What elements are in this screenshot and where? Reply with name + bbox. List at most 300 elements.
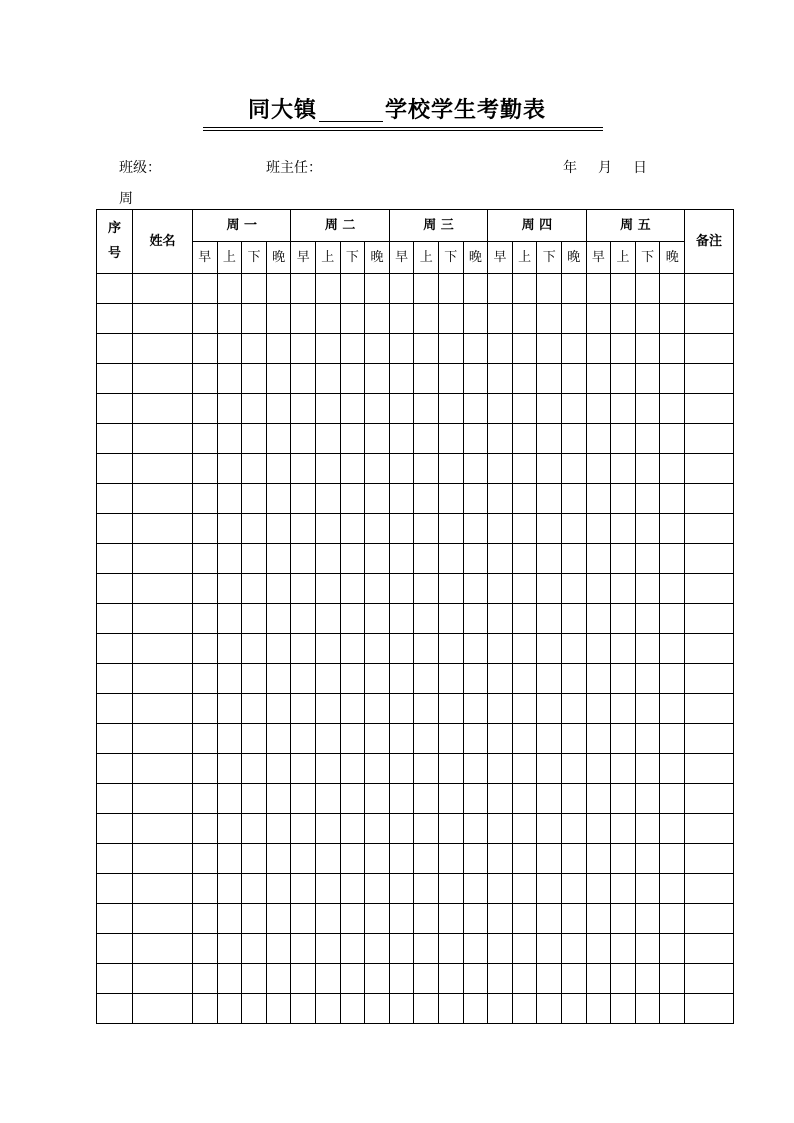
table-cell[interactable] — [562, 304, 587, 334]
table-cell[interactable] — [97, 814, 133, 844]
table-cell[interactable] — [316, 814, 341, 844]
table-cell[interactable] — [512, 484, 537, 514]
table-cell[interactable] — [133, 364, 193, 394]
table-cell[interactable] — [586, 604, 611, 634]
table-cell[interactable] — [266, 904, 291, 934]
table-cell[interactable] — [316, 364, 341, 394]
table-cell[interactable] — [586, 964, 611, 994]
table-cell[interactable] — [611, 814, 636, 844]
table-cell[interactable] — [291, 934, 316, 964]
table-cell[interactable] — [562, 634, 587, 664]
table-cell[interactable] — [193, 934, 218, 964]
table-cell[interactable] — [562, 394, 587, 424]
table-cell[interactable] — [316, 514, 341, 544]
table-cell[interactable] — [635, 514, 660, 544]
table-cell[interactable] — [389, 274, 414, 304]
table-cell[interactable] — [97, 484, 133, 514]
table-cell[interactable] — [611, 634, 636, 664]
table-cell[interactable] — [512, 964, 537, 994]
table-cell[interactable] — [266, 604, 291, 634]
table-cell[interactable] — [97, 934, 133, 964]
table-cell[interactable] — [193, 604, 218, 634]
table-cell[interactable] — [488, 364, 513, 394]
table-cell[interactable] — [97, 754, 133, 784]
table-cell[interactable] — [365, 514, 390, 544]
table-cell[interactable] — [340, 874, 365, 904]
table-cell[interactable] — [562, 484, 587, 514]
table-cell[interactable] — [439, 934, 464, 964]
table-cell[interactable] — [133, 334, 193, 364]
table-cell[interactable] — [340, 754, 365, 784]
table-cell[interactable] — [635, 274, 660, 304]
table-cell[interactable] — [439, 304, 464, 334]
table-cell[interactable] — [685, 334, 734, 364]
table-cell[interactable] — [635, 724, 660, 754]
table-cell[interactable] — [217, 394, 242, 424]
table-cell[interactable] — [685, 394, 734, 424]
table-cell[interactable] — [217, 514, 242, 544]
table-cell[interactable] — [414, 604, 439, 634]
table-cell[interactable] — [340, 694, 365, 724]
table-cell[interactable] — [537, 394, 562, 424]
table-cell[interactable] — [562, 994, 587, 1024]
table-cell[interactable] — [611, 784, 636, 814]
table-cell[interactable] — [512, 784, 537, 814]
table-cell[interactable] — [193, 814, 218, 844]
table-cell[interactable] — [586, 994, 611, 1024]
table-cell[interactable] — [512, 754, 537, 784]
table-cell[interactable] — [635, 454, 660, 484]
table-cell[interactable] — [316, 874, 341, 904]
table-cell[interactable] — [193, 334, 218, 364]
table-cell[interactable] — [439, 724, 464, 754]
table-cell[interactable] — [266, 274, 291, 304]
table-cell[interactable] — [611, 514, 636, 544]
table-cell[interactable] — [512, 664, 537, 694]
table-cell[interactable] — [242, 604, 267, 634]
table-cell[interactable] — [611, 424, 636, 454]
table-cell[interactable] — [291, 274, 316, 304]
table-cell[interactable] — [586, 454, 611, 484]
table-cell[interactable] — [537, 544, 562, 574]
table-cell[interactable] — [488, 394, 513, 424]
table-cell[interactable] — [266, 694, 291, 724]
table-cell[interactable] — [635, 784, 660, 814]
table-cell[interactable] — [463, 934, 488, 964]
table-cell[interactable] — [340, 394, 365, 424]
table-cell[interactable] — [291, 364, 316, 394]
table-cell[interactable] — [512, 634, 537, 664]
table-cell[interactable] — [340, 814, 365, 844]
table-cell[interactable] — [365, 634, 390, 664]
table-cell[interactable] — [217, 364, 242, 394]
table-cell[interactable] — [562, 364, 587, 394]
table-cell[interactable] — [193, 634, 218, 664]
table-cell[interactable] — [635, 754, 660, 784]
table-cell[interactable] — [488, 844, 513, 874]
table-cell[interactable] — [562, 334, 587, 364]
table-cell[interactable] — [660, 334, 685, 364]
table-cell[interactable] — [133, 634, 193, 664]
table-cell[interactable] — [414, 274, 439, 304]
table-cell[interactable] — [463, 634, 488, 664]
table-cell[interactable] — [685, 874, 734, 904]
table-cell[interactable] — [611, 694, 636, 724]
table-cell[interactable] — [291, 514, 316, 544]
table-cell[interactable] — [512, 604, 537, 634]
table-cell[interactable] — [660, 814, 685, 844]
table-cell[interactable] — [586, 514, 611, 544]
table-cell[interactable] — [291, 814, 316, 844]
table-cell[interactable] — [660, 964, 685, 994]
table-cell[interactable] — [97, 574, 133, 604]
table-cell[interactable] — [316, 904, 341, 934]
table-cell[interactable] — [537, 484, 562, 514]
table-cell[interactable] — [340, 784, 365, 814]
table-cell[interactable] — [660, 634, 685, 664]
table-cell[interactable] — [488, 304, 513, 334]
table-cell[interactable] — [463, 604, 488, 634]
table-cell[interactable] — [414, 364, 439, 394]
table-cell[interactable] — [266, 964, 291, 994]
table-cell[interactable] — [316, 754, 341, 784]
table-cell[interactable] — [439, 784, 464, 814]
table-cell[interactable] — [389, 484, 414, 514]
table-cell[interactable] — [242, 694, 267, 724]
table-cell[interactable] — [685, 424, 734, 454]
table-cell[interactable] — [685, 694, 734, 724]
table-cell[interactable] — [512, 424, 537, 454]
table-cell[interactable] — [217, 634, 242, 664]
table-cell[interactable] — [463, 394, 488, 424]
table-cell[interactable] — [340, 424, 365, 454]
table-cell[interactable] — [365, 874, 390, 904]
table-cell[interactable] — [389, 934, 414, 964]
table-cell[interactable] — [512, 934, 537, 964]
table-cell[interactable] — [97, 364, 133, 394]
table-cell[interactable] — [365, 844, 390, 874]
table-cell[interactable] — [242, 934, 267, 964]
table-cell[interactable] — [365, 454, 390, 484]
table-cell[interactable] — [133, 394, 193, 424]
table-cell[interactable] — [635, 694, 660, 724]
table-cell[interactable] — [562, 424, 587, 454]
table-cell[interactable] — [133, 814, 193, 844]
table-cell[interactable] — [193, 724, 218, 754]
table-cell[interactable] — [97, 454, 133, 484]
table-cell[interactable] — [414, 694, 439, 724]
table-cell[interactable] — [439, 544, 464, 574]
table-cell[interactable] — [537, 934, 562, 964]
table-cell[interactable] — [512, 454, 537, 484]
table-cell[interactable] — [611, 754, 636, 784]
table-cell[interactable] — [463, 424, 488, 454]
table-cell[interactable] — [242, 394, 267, 424]
table-cell[interactable] — [133, 304, 193, 334]
table-cell[interactable] — [365, 424, 390, 454]
table-cell[interactable] — [660, 724, 685, 754]
table-cell[interactable] — [488, 784, 513, 814]
table-cell[interactable] — [685, 634, 734, 664]
table-cell[interactable] — [133, 664, 193, 694]
table-cell[interactable] — [291, 634, 316, 664]
table-cell[interactable] — [463, 904, 488, 934]
table-cell[interactable] — [635, 964, 660, 994]
table-cell[interactable] — [365, 934, 390, 964]
table-cell[interactable] — [414, 904, 439, 934]
table-cell[interactable] — [340, 364, 365, 394]
table-cell[interactable] — [439, 904, 464, 934]
table-cell[interactable] — [414, 874, 439, 904]
table-cell[interactable] — [635, 814, 660, 844]
table-cell[interactable] — [463, 334, 488, 364]
table-cell[interactable] — [266, 634, 291, 664]
table-cell[interactable] — [217, 814, 242, 844]
table-cell[interactable] — [611, 874, 636, 904]
table-cell[interactable] — [217, 484, 242, 514]
table-cell[interactable] — [414, 994, 439, 1024]
table-cell[interactable] — [488, 754, 513, 784]
table-cell[interactable] — [635, 874, 660, 904]
table-cell[interactable] — [685, 934, 734, 964]
table-cell[interactable] — [537, 334, 562, 364]
table-cell[interactable] — [439, 604, 464, 634]
table-cell[interactable] — [660, 424, 685, 454]
table-cell[interactable] — [611, 544, 636, 574]
table-cell[interactable] — [316, 934, 341, 964]
table-cell[interactable] — [562, 724, 587, 754]
table-cell[interactable] — [389, 304, 414, 334]
table-cell[interactable] — [414, 304, 439, 334]
table-cell[interactable] — [685, 574, 734, 604]
table-cell[interactable] — [488, 694, 513, 724]
table-cell[interactable] — [242, 784, 267, 814]
table-cell[interactable] — [537, 844, 562, 874]
table-cell[interactable] — [365, 904, 390, 934]
table-cell[interactable] — [389, 694, 414, 724]
table-cell[interactable] — [685, 364, 734, 394]
table-cell[interactable] — [242, 304, 267, 334]
table-cell[interactable] — [635, 484, 660, 514]
table-cell[interactable] — [586, 544, 611, 574]
table-cell[interactable] — [193, 274, 218, 304]
table-cell[interactable] — [537, 274, 562, 304]
table-cell[interactable] — [611, 604, 636, 634]
table-cell[interactable] — [193, 544, 218, 574]
table-cell[interactable] — [340, 274, 365, 304]
table-cell[interactable] — [660, 904, 685, 934]
table-cell[interactable] — [193, 874, 218, 904]
table-cell[interactable] — [537, 514, 562, 544]
table-cell[interactable] — [562, 454, 587, 484]
table-cell[interactable] — [291, 544, 316, 574]
table-cell[interactable] — [463, 364, 488, 394]
table-cell[interactable] — [685, 724, 734, 754]
table-cell[interactable] — [242, 904, 267, 934]
table-cell[interactable] — [463, 784, 488, 814]
table-cell[interactable] — [242, 964, 267, 994]
table-cell[interactable] — [537, 784, 562, 814]
table-cell[interactable] — [685, 784, 734, 814]
table-cell[interactable] — [365, 604, 390, 634]
table-cell[interactable] — [266, 304, 291, 334]
table-cell[interactable] — [685, 844, 734, 874]
table-cell[interactable] — [389, 454, 414, 484]
table-cell[interactable] — [266, 574, 291, 604]
table-cell[interactable] — [439, 874, 464, 904]
table-cell[interactable] — [611, 964, 636, 994]
table-cell[interactable] — [340, 334, 365, 364]
table-cell[interactable] — [291, 304, 316, 334]
table-cell[interactable] — [635, 904, 660, 934]
table-cell[interactable] — [316, 784, 341, 814]
table-cell[interactable] — [414, 544, 439, 574]
table-cell[interactable] — [439, 664, 464, 694]
table-cell[interactable] — [488, 814, 513, 844]
table-cell[interactable] — [266, 514, 291, 544]
table-cell[interactable] — [635, 544, 660, 574]
table-cell[interactable] — [586, 784, 611, 814]
table-cell[interactable] — [242, 814, 267, 844]
table-cell[interactable] — [586, 304, 611, 334]
table-cell[interactable] — [488, 424, 513, 454]
table-cell[interactable] — [685, 754, 734, 784]
table-cell[interactable] — [266, 484, 291, 514]
table-cell[interactable] — [685, 604, 734, 634]
table-cell[interactable] — [316, 334, 341, 364]
table-cell[interactable] — [266, 994, 291, 1024]
table-cell[interactable] — [266, 424, 291, 454]
table-cell[interactable] — [635, 334, 660, 364]
table-cell[interactable] — [586, 424, 611, 454]
table-cell[interactable] — [611, 724, 636, 754]
table-cell[interactable] — [365, 694, 390, 724]
table-cell[interactable] — [635, 634, 660, 664]
table-cell[interactable] — [586, 484, 611, 514]
table-cell[interactable] — [217, 844, 242, 874]
table-cell[interactable] — [562, 814, 587, 844]
table-cell[interactable] — [660, 604, 685, 634]
table-cell[interactable] — [97, 664, 133, 694]
table-cell[interactable] — [365, 664, 390, 694]
table-cell[interactable] — [133, 424, 193, 454]
table-cell[interactable] — [266, 544, 291, 574]
table-cell[interactable] — [340, 964, 365, 994]
table-cell[interactable] — [133, 274, 193, 304]
table-cell[interactable] — [414, 484, 439, 514]
table-cell[interactable] — [340, 454, 365, 484]
table-cell[interactable] — [562, 544, 587, 574]
table-cell[interactable] — [291, 844, 316, 874]
table-cell[interactable] — [439, 274, 464, 304]
table-cell[interactable] — [291, 424, 316, 454]
table-cell[interactable] — [389, 754, 414, 784]
table-cell[interactable] — [340, 604, 365, 634]
table-cell[interactable] — [133, 514, 193, 544]
table-cell[interactable] — [463, 964, 488, 994]
table-cell[interactable] — [414, 394, 439, 424]
table-cell[interactable] — [586, 754, 611, 784]
table-cell[interactable] — [291, 454, 316, 484]
table-cell[interactable] — [685, 484, 734, 514]
table-cell[interactable] — [488, 874, 513, 904]
table-cell[interactable] — [316, 544, 341, 574]
table-cell[interactable] — [414, 814, 439, 844]
table-cell[interactable] — [611, 994, 636, 1024]
table-cell[interactable] — [217, 334, 242, 364]
table-cell[interactable] — [389, 634, 414, 664]
table-cell[interactable] — [242, 514, 267, 544]
table-cell[interactable] — [586, 634, 611, 664]
table-cell[interactable] — [316, 574, 341, 604]
table-cell[interactable] — [562, 274, 587, 304]
table-cell[interactable] — [414, 934, 439, 964]
table-cell[interactable] — [389, 904, 414, 934]
table-cell[interactable] — [660, 934, 685, 964]
table-cell[interactable] — [611, 664, 636, 694]
table-cell[interactable] — [611, 904, 636, 934]
table-cell[interactable] — [586, 814, 611, 844]
table-cell[interactable] — [291, 754, 316, 784]
table-cell[interactable] — [537, 664, 562, 694]
table-cell[interactable] — [193, 424, 218, 454]
table-cell[interactable] — [340, 844, 365, 874]
table-cell[interactable] — [365, 814, 390, 844]
table-cell[interactable] — [97, 844, 133, 874]
table-cell[interactable] — [340, 994, 365, 1024]
table-cell[interactable] — [217, 664, 242, 694]
table-cell[interactable] — [340, 514, 365, 544]
table-cell[interactable] — [97, 904, 133, 934]
table-cell[interactable] — [439, 514, 464, 544]
table-cell[interactable] — [635, 664, 660, 694]
table-cell[interactable] — [685, 964, 734, 994]
table-cell[interactable] — [414, 334, 439, 364]
table-cell[interactable] — [660, 394, 685, 424]
table-cell[interactable] — [193, 304, 218, 334]
table-cell[interactable] — [537, 754, 562, 784]
table-cell[interactable] — [611, 364, 636, 394]
table-cell[interactable] — [562, 664, 587, 694]
table-cell[interactable] — [97, 424, 133, 454]
table-cell[interactable] — [193, 964, 218, 994]
table-cell[interactable] — [97, 784, 133, 814]
table-cell[interactable] — [365, 964, 390, 994]
table-cell[interactable] — [316, 634, 341, 664]
table-cell[interactable] — [414, 634, 439, 664]
table-cell[interactable] — [365, 574, 390, 604]
table-cell[interactable] — [439, 574, 464, 604]
table-cell[interactable] — [97, 544, 133, 574]
table-cell[interactable] — [537, 874, 562, 904]
table-cell[interactable] — [266, 844, 291, 874]
table-cell[interactable] — [439, 964, 464, 994]
table-cell[interactable] — [512, 544, 537, 574]
table-cell[interactable] — [685, 514, 734, 544]
table-cell[interactable] — [97, 514, 133, 544]
table-cell[interactable] — [488, 274, 513, 304]
table-cell[interactable] — [660, 754, 685, 784]
table-cell[interactable] — [635, 424, 660, 454]
table-cell[interactable] — [217, 604, 242, 634]
table-cell[interactable] — [488, 514, 513, 544]
table-cell[interactable] — [365, 484, 390, 514]
table-cell[interactable] — [414, 844, 439, 874]
table-cell[interactable] — [611, 304, 636, 334]
table-cell[interactable] — [488, 634, 513, 664]
table-cell[interactable] — [685, 814, 734, 844]
table-cell[interactable] — [562, 934, 587, 964]
